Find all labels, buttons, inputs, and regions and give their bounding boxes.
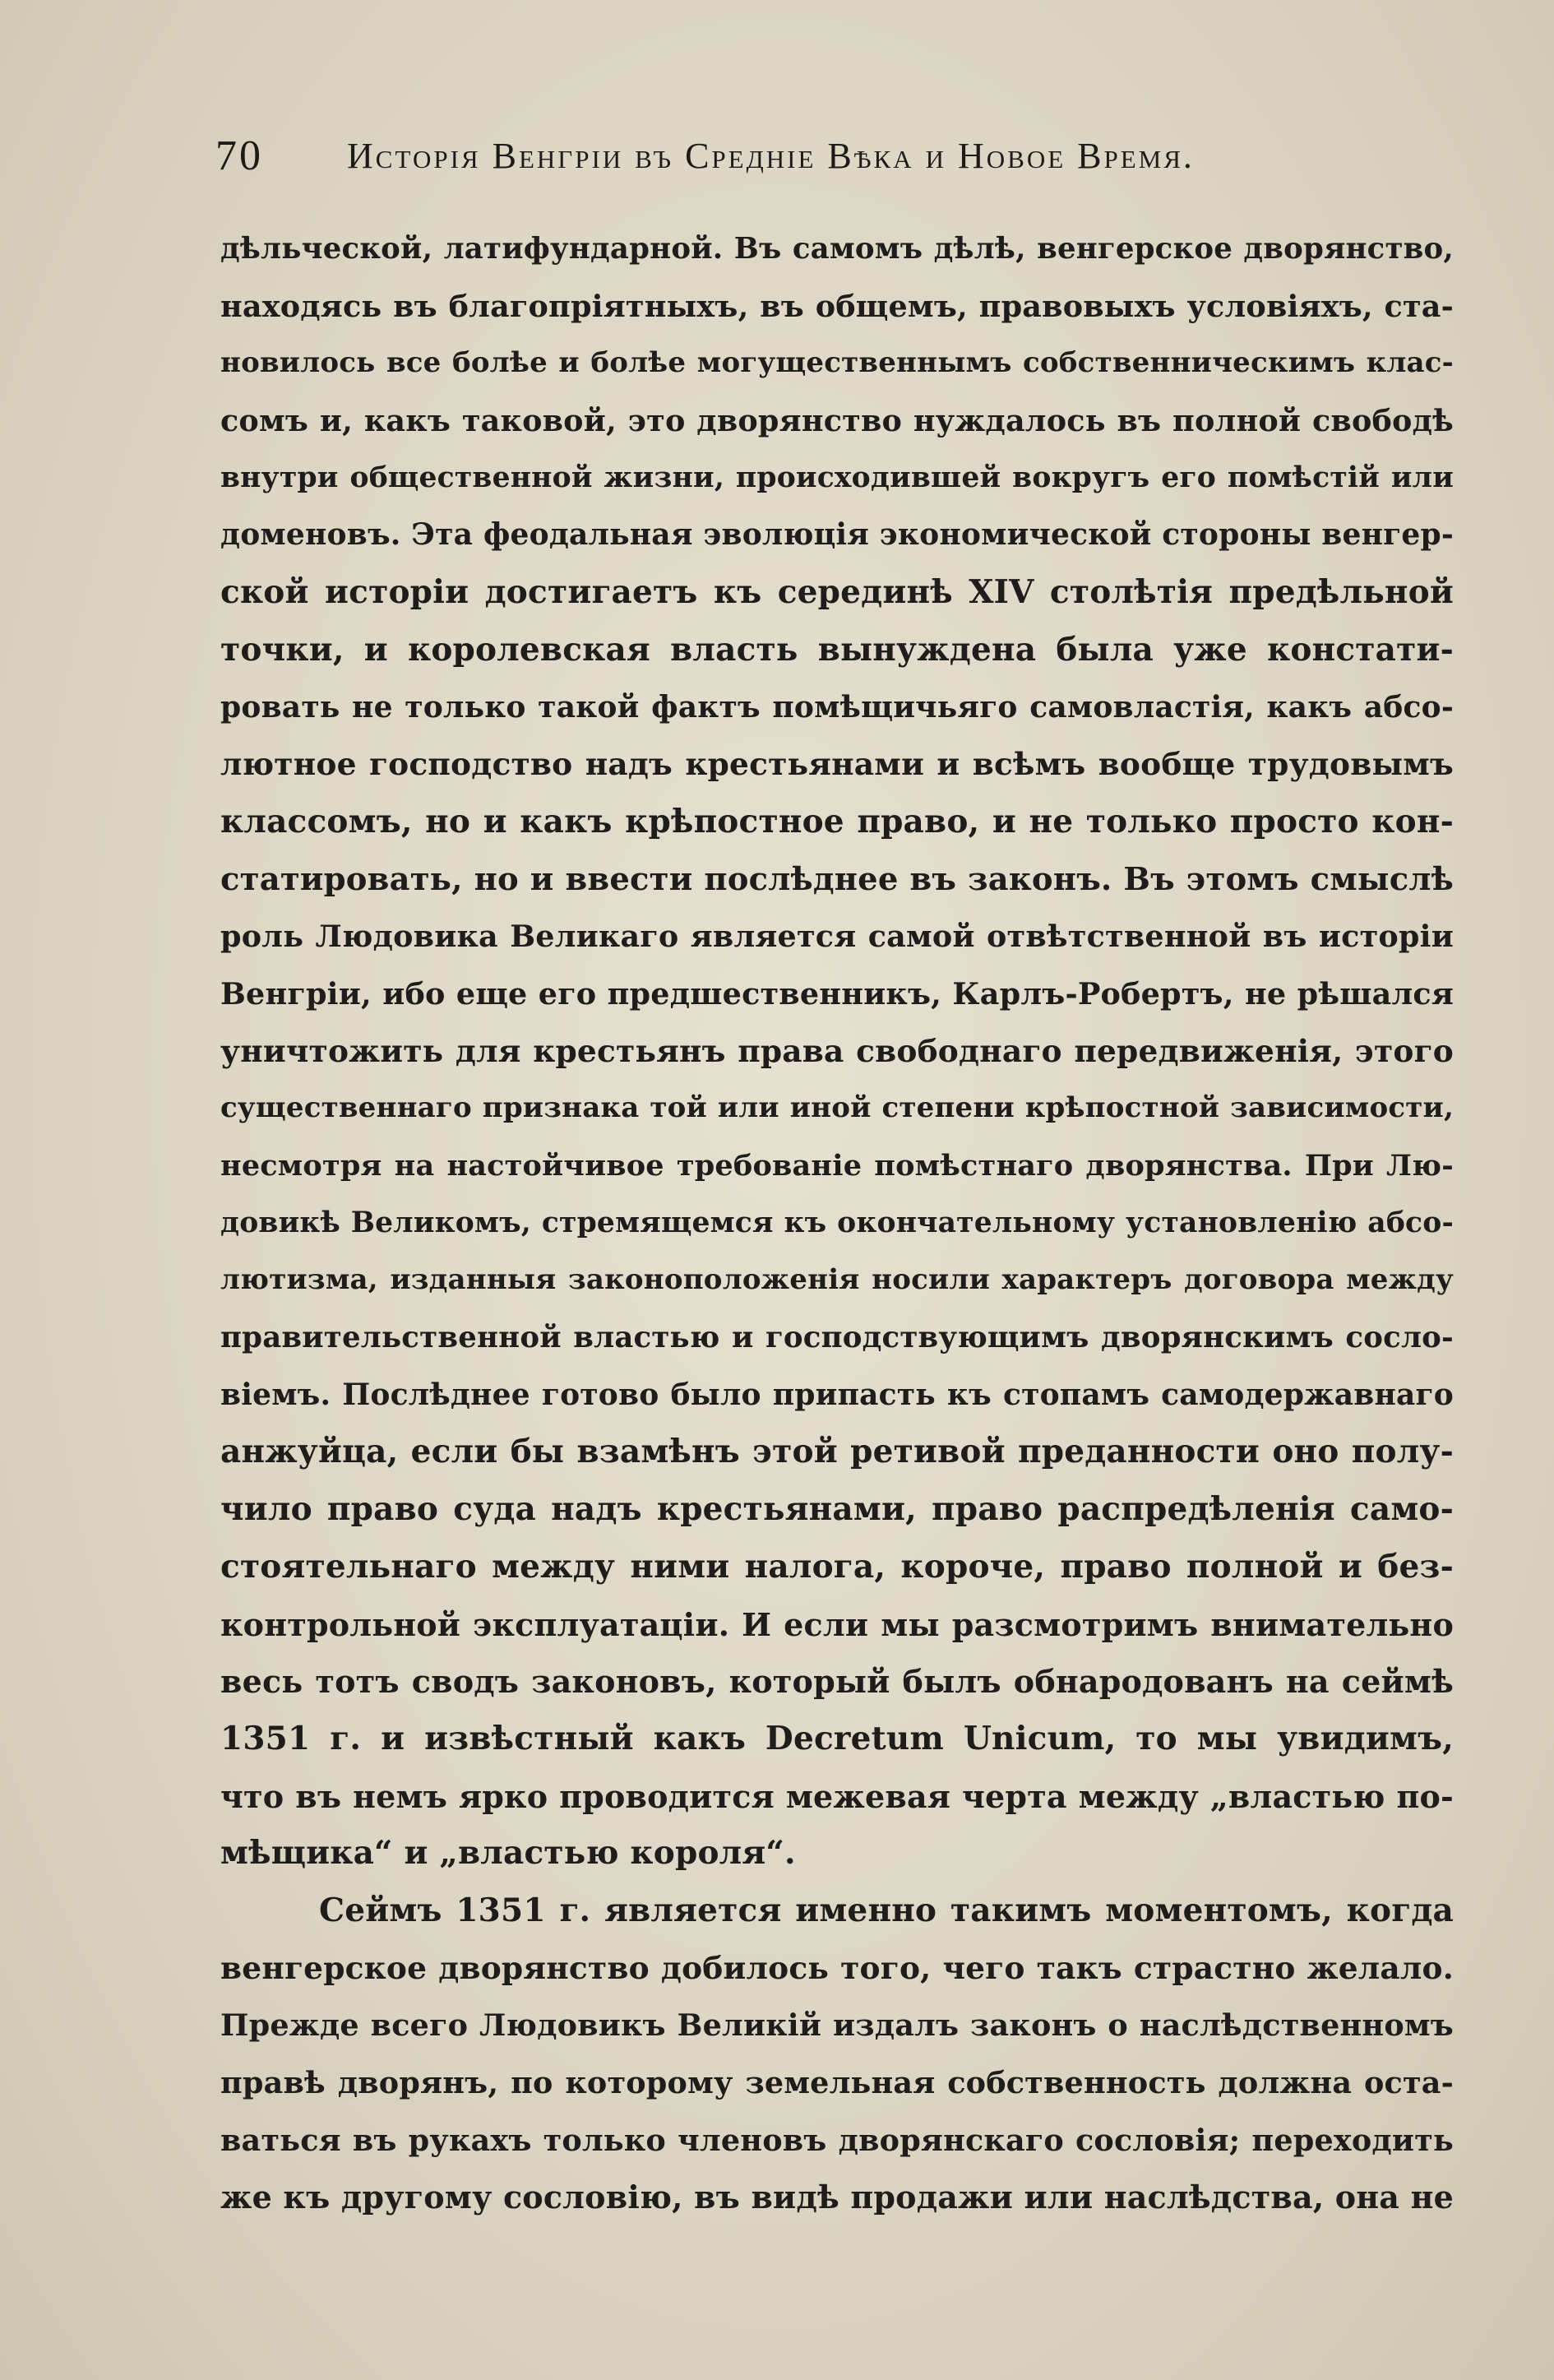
paragraph-end-line: мѣщика“ и „властью короля“. (220, 1834, 796, 1873)
text-line: несмотря на настойчивое требованіе помѣстнаго дворянства. При Лю- (220, 1149, 1454, 1183)
text-line: сомъ и, какъ таковой, это дворянство нуждалось въ полной свободѣ (220, 403, 1454, 439)
text-line: ровать не только такой фактъ помѣщичьяго самовластія, какъ абсо- (220, 689, 1454, 725)
text-line: анжуйца, если бы взамѣнъ этой ретивой преданности оно полу- (220, 1433, 1454, 1471)
text-line: правительственной властью и господствующимъ дворянскимъ сосло- (220, 1321, 1454, 1355)
text-line: же къ другому сословію, въ видѣ продажи или наслѣдства, она не (220, 2179, 1454, 2216)
text-line: доменовъ. Эта феодальная эволюція экономической стороны венгер- (220, 517, 1455, 553)
text-line: Прежде всего Людовикъ Великій издалъ законъ о наслѣдственномъ (220, 2007, 1454, 2044)
text-line: статировать, но и ввести послѣднее въ законъ. Въ этомъ смыслѣ (220, 860, 1454, 898)
text-line: точки, и королевская власть вынуждена была уже констати- (220, 630, 1454, 669)
text-line: чило право суда надъ крестьянами, право распредѣленія само- (220, 1490, 1454, 1529)
text-line: довикѣ Великомъ, стремящемся къ окончательному установленію абсо- (220, 1206, 1454, 1239)
text-line: ваться въ рукахъ только членовъ дворянскаго сословія; переходить (220, 2122, 1454, 2158)
text-line: контрольной эксплуатаціи. И если мы разсмотримъ внимательно (220, 1605, 1454, 1643)
text-line: находясь въ благопріятныхъ, въ общемъ, правовыхъ условіяхъ, ста- (220, 288, 1454, 324)
text-line: весь тотъ сводъ законовъ, который былъ обнародованъ на сеймѣ (220, 1663, 1454, 1701)
running-header (215, 127, 1293, 185)
text-line: ской исторіи достигаетъ къ серединѣ XIV столѣтія предѣльной (220, 573, 1454, 612)
text-line: новилось все болѣе и болѣе могущественнымъ собственническимъ клас- (220, 346, 1454, 380)
text-line: внутри общественной жизни, происходившей вокругъ его помѣстій или (220, 461, 1454, 494)
text-line: віемъ. Послѣднее готово было припасть къ стопамъ самодержавнаго (220, 1377, 1454, 1412)
text-line: уничтожить для крестьянъ права свободнаго передвиженія, этого (220, 1032, 1454, 1069)
body-text (220, 220, 1454, 2226)
text-line: роль Людовика Великаго является самой отвѣтственной въ исторіи (220, 919, 1454, 955)
text-line: лютизма, изданныя законоположенія носили характеръ договора между (220, 1263, 1454, 1297)
text-line: что въ немъ ярко проводится межевая черта между „властью по- (220, 1777, 1454, 1815)
text-line: венгерское дворянство добилось того, чего такъ страстно желало. (220, 1949, 1454, 1986)
page-number: 70 (215, 132, 263, 179)
text-line: дѣльческой, латифундарной. Въ самомъ дѣлѣ, венгерское дворянство, (220, 232, 1454, 266)
running-title: Исторія Венгріи въ Средніе Вѣка и Новое Время. (347, 136, 1195, 176)
text-line: 1351 г. и извѣстный какъ Decretum Unicum, то мы увидимъ, (220, 1719, 1454, 1757)
text-line: лютное господство надъ крестьянами и всѣмъ вообще трудовымъ (220, 746, 1454, 783)
text-line: Венгріи, ибо еще его предшественникъ, Карлъ-Робертъ, не рѣшался (220, 975, 1454, 1012)
text-line: правѣ дворянъ, по которому земельная собственность должна оста- (220, 2065, 1454, 2100)
text-line: стоятельнаго между ними налога, короче, право полной и без- (220, 1547, 1454, 1586)
paragraph-start-line: Сеймъ 1351 г. является именно такимъ моментомъ, когда (319, 1891, 1454, 1929)
text-line: классомъ, но и какъ крѣпостное право, и не только просто кон- (220, 802, 1454, 840)
text-line: существеннаго признака той или иной степени крѣпостной зависимости, (220, 1091, 1454, 1125)
